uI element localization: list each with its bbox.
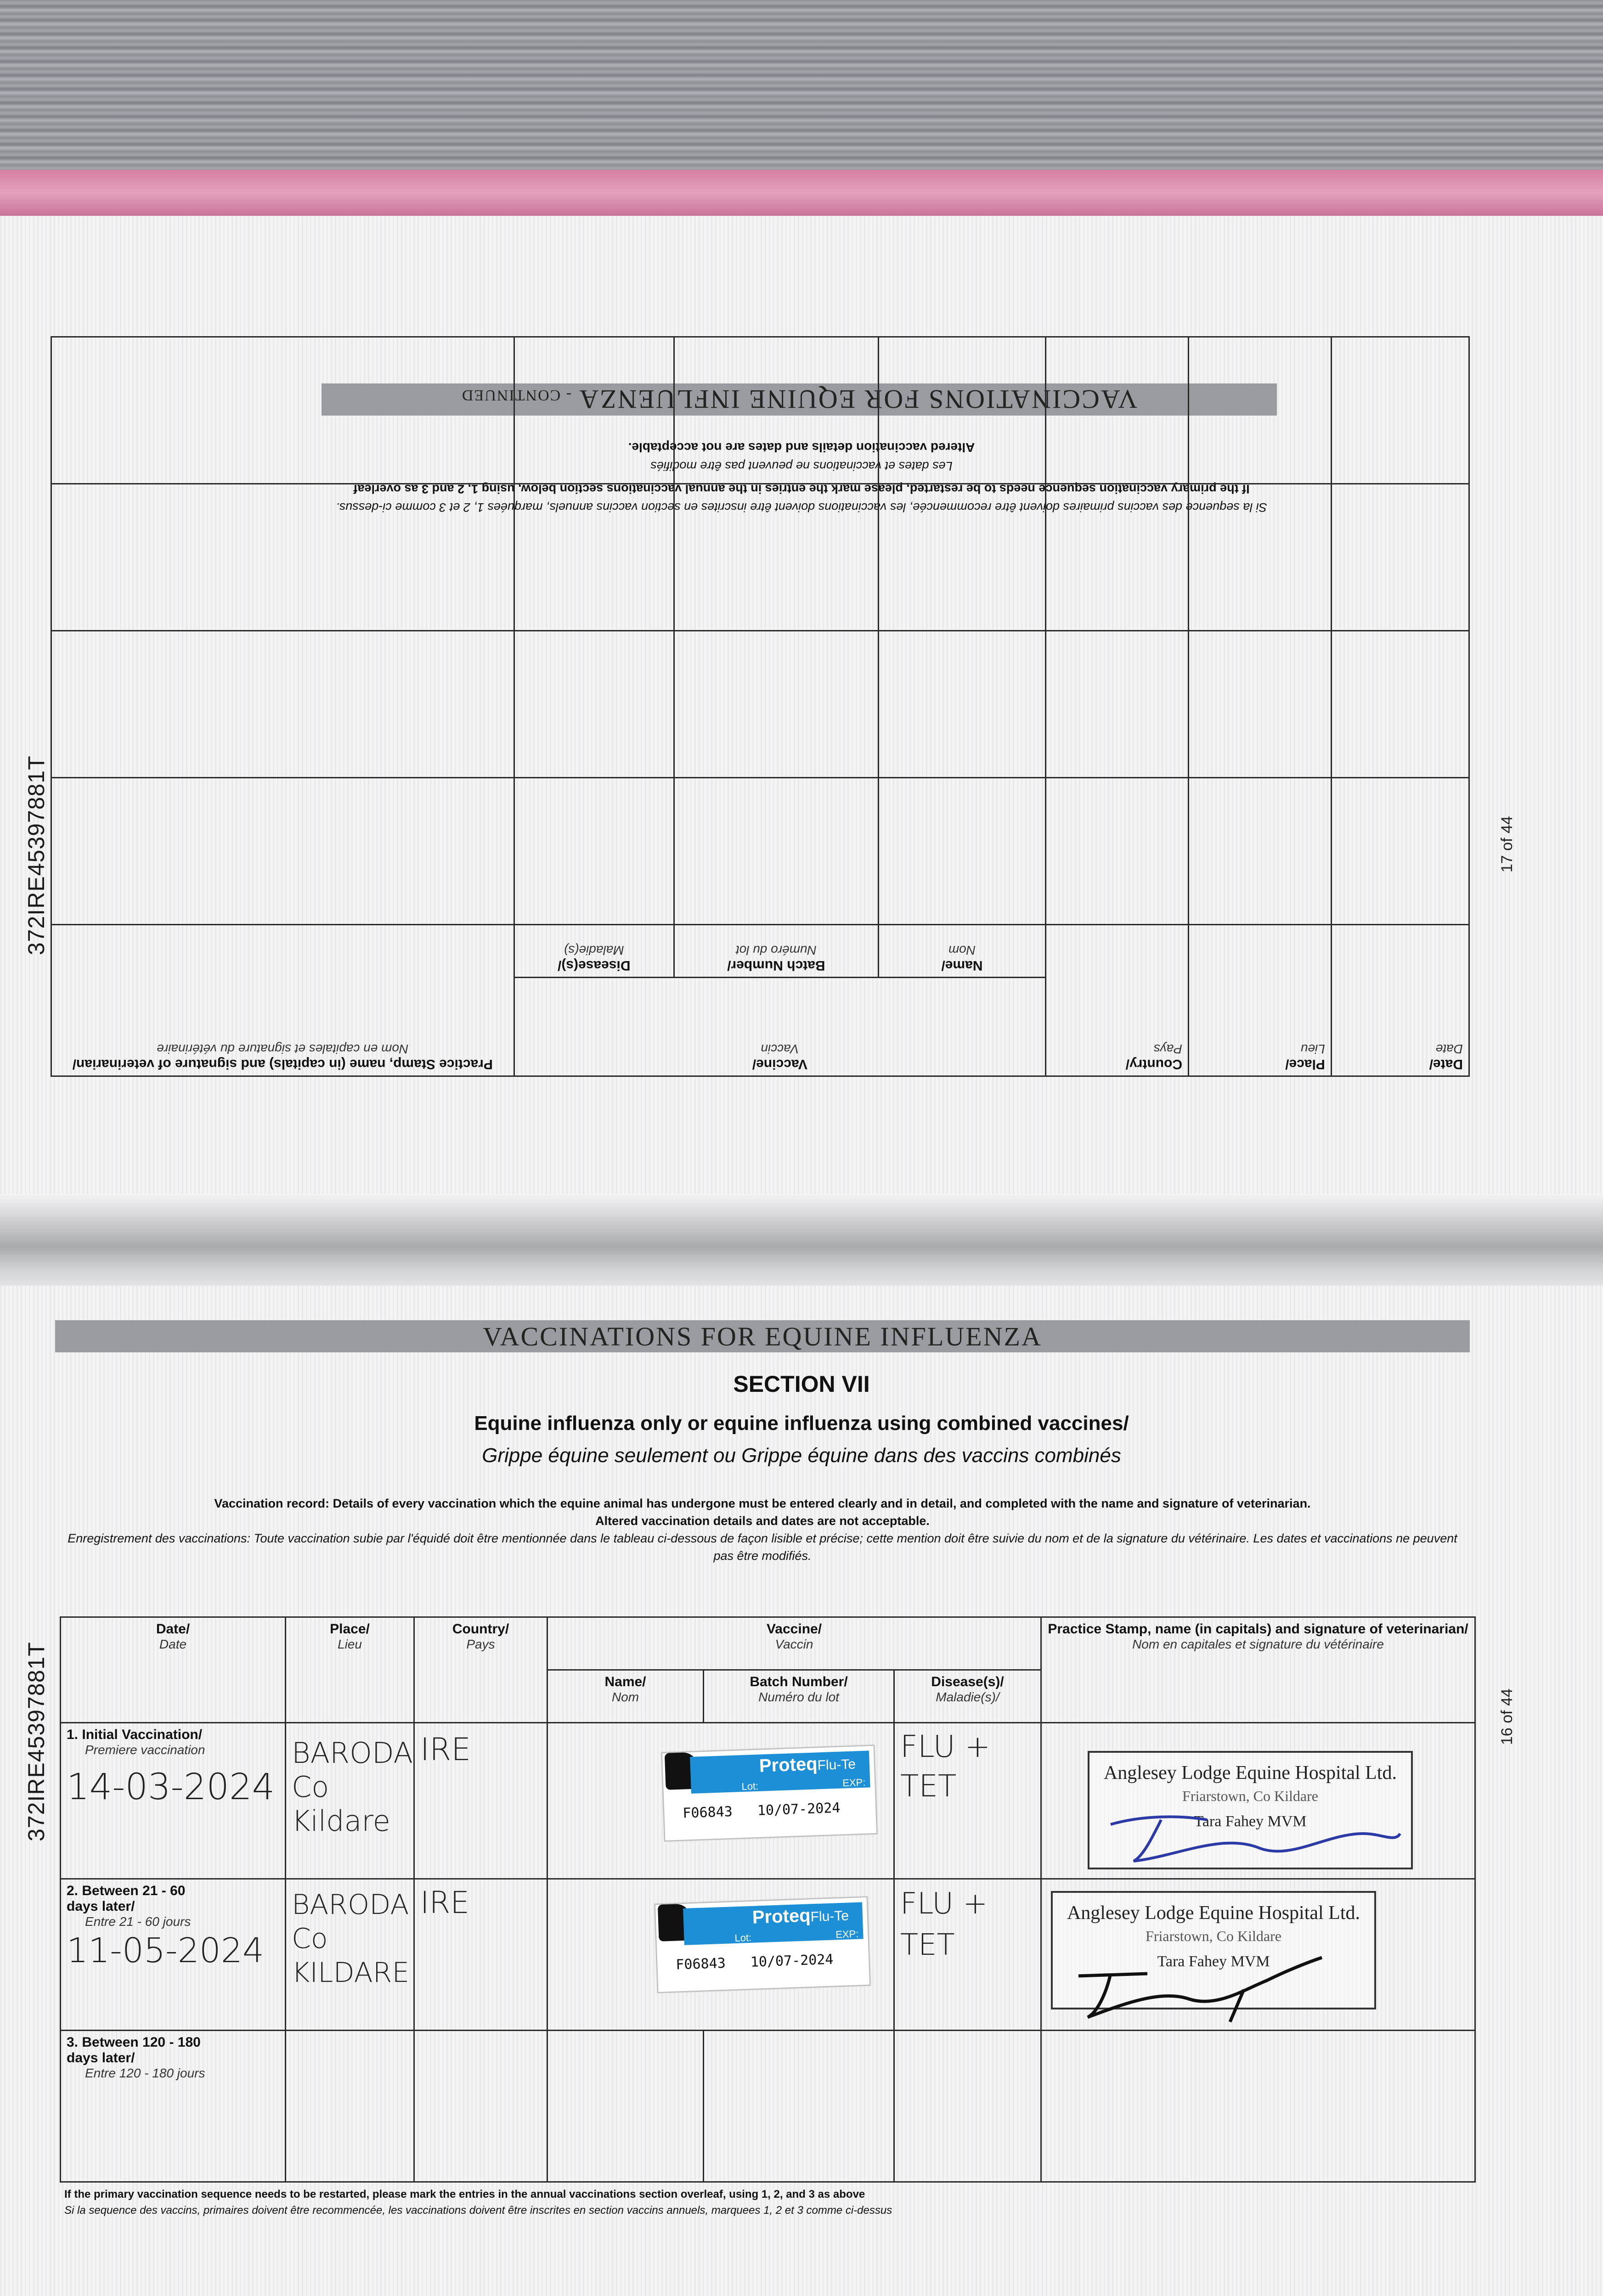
hdr-label: Disease(s)/: [558, 958, 631, 973]
row1-place: BARODA Co Kildare: [292, 1736, 413, 1838]
stamp-line-3: Tara Fahey MVM: [1194, 1813, 1307, 1830]
subtitle-en: Equine influenza only or equine influenza using combined vaccines/: [474, 1412, 1129, 1435]
row3-country-cell[interactable]: [414, 2031, 548, 2182]
row3-date-cell[interactable]: [61, 2031, 286, 2182]
hdr-label: Practice Stamp, name (in capitals) and signature of veterinarian/: [1048, 1621, 1468, 1637]
table-row: [61, 1879, 1475, 2031]
hdr-label: Vaccine/: [752, 1057, 807, 1072]
sticker-numbers: [676, 1952, 834, 1973]
table-row: [51, 778, 1469, 925]
cell[interactable]: [1189, 778, 1332, 925]
cell[interactable]: [51, 778, 514, 925]
table-row: [61, 2031, 1475, 2182]
row2-disease: FLU + TET: [900, 1887, 988, 1962]
footnote-en: If the primary vaccination sequence needs to be restarted, please mark the entries in the annual vaccinations section overleaf, using 1, 2, and 3 as above: [64, 2188, 865, 2200]
hdr-label-fr: Nom en capitales et signature du vétérinaire: [1132, 1637, 1384, 1651]
hdr-label-fr: Lieu: [338, 1637, 362, 1651]
cell[interactable]: [674, 337, 878, 484]
cell[interactable]: [1331, 337, 1469, 484]
hdr-label: Place/: [330, 1621, 370, 1637]
restart-note-en: If the primary vaccination sequence needs to be restarted, please mark the entries in the annual vaccinations section below, using 1, 2 and 3 as overleaf: [353, 482, 1250, 496]
vaccine-sticker: [661, 1745, 877, 1841]
hdr-batch-top: [674, 925, 878, 978]
table-header: [61, 1617, 1475, 1670]
hdr-country: [414, 1617, 548, 1723]
batch-number: F06843: [675, 1955, 726, 1973]
row-label: 1. Initial Vaccination/: [67, 1727, 203, 1742]
row1-stamp-cell[interactable]: [1041, 1723, 1475, 1879]
row1-disease: FLU + TET: [900, 1729, 991, 1804]
hdr-name: [548, 1670, 704, 1723]
cell[interactable]: [51, 484, 514, 631]
cell[interactable]: [1046, 484, 1189, 631]
row3-stamp-cell[interactable]: [1041, 2031, 1475, 2182]
hdr-label-fr: Maladie(s): [564, 943, 624, 957]
hdr-label-fr: Nom en capitales et signature du vétérinaire: [157, 1042, 409, 1056]
hdr-label: Date/: [1429, 1057, 1463, 1072]
row2-date-cell[interactable]: [61, 1879, 286, 2031]
hdr-label: Place/: [1285, 1057, 1325, 1072]
cell[interactable]: [1046, 337, 1189, 484]
row3-batch-cell[interactable]: [704, 2031, 894, 2182]
hdr-disease: [894, 1670, 1041, 1723]
stamp-line-1: Anglesey Lodge Equine Hospital Ltd.: [1067, 1902, 1360, 1924]
hdr-batch: [704, 1670, 894, 1723]
vaccine-brand: Proteq: [752, 1905, 811, 1928]
row-label: 3. Between 120 - 180 days later/: [67, 2035, 201, 2065]
hdr-label: Name/: [604, 1674, 646, 1689]
id-number-bottom: 372IRE45397881T: [23, 1642, 49, 1841]
cell[interactable]: [51, 337, 514, 484]
record-text-en2: Altered vaccination details and dates are not acceptable.: [595, 1514, 930, 1528]
restart-note-fr: Si la sequence des vaccins primaires doivent être recommencée, les vaccinations doivent être inscrites en section vaccins annuels, marquées 1, 2 et 3 comme ci-dessus.: [336, 501, 1267, 514]
lot-label: Lot:: [741, 1780, 759, 1793]
cell[interactable]: [878, 484, 1045, 631]
row1-date-cell[interactable]: [61, 1723, 286, 1879]
table-row: [51, 631, 1469, 778]
vet-signature-icon: [1106, 1806, 1405, 1870]
expiry-date: 10/07-2024: [750, 1951, 834, 1970]
vaccination-table-top: [51, 336, 1470, 1077]
hdr-label: Vaccine/: [766, 1621, 822, 1637]
rotated-page-content: [0, 216, 1603, 1203]
cell[interactable]: [878, 631, 1045, 778]
row3-disease-cell[interactable]: [894, 2031, 1041, 2182]
hdr-disease-top: [514, 925, 674, 978]
hdr-label-fr: Nom: [611, 1690, 639, 1704]
cell[interactable]: [674, 778, 878, 925]
expiry-date: 10/07-2024: [757, 1800, 841, 1819]
sticker-bar: [683, 1902, 864, 1945]
cell[interactable]: [51, 631, 514, 778]
record-label: Vaccination record:: [214, 1497, 330, 1510]
subtitle-fr: Grippe équine seulement ou Grippe équine dans des vaccins combinés: [482, 1444, 1121, 1467]
vaccine-brand: Proteq: [759, 1754, 818, 1776]
table-row: [51, 337, 1469, 484]
cell[interactable]: [1046, 631, 1189, 778]
hdr-label-fr: Pays: [466, 1637, 495, 1651]
sticker-numbers: [683, 1800, 841, 1822]
table-row: [51, 484, 1469, 631]
row-label-fr: Entre 120 - 180 jours: [85, 2066, 205, 2080]
stamp-line-2: Friarstown, Co Kildare: [1182, 1788, 1318, 1804]
hdr-date: [61, 1617, 286, 1723]
cell[interactable]: [1331, 631, 1469, 778]
row3-place-cell[interactable]: [286, 2031, 414, 2182]
row2-country: IRE: [420, 1885, 470, 1920]
hdr-vaccine: [548, 1617, 1041, 1670]
cell[interactable]: [514, 631, 674, 778]
cell[interactable]: [878, 337, 1045, 484]
row2-place: BARODA Co KILDARE: [292, 1889, 410, 1989]
sticker-bar: [690, 1750, 870, 1794]
hdr-label-fr: Vaccin: [775, 1637, 813, 1651]
table-header-top: [51, 978, 1469, 1076]
hdr-stamp-top: [51, 925, 514, 1076]
hdr-label: Date/: [156, 1621, 190, 1637]
row2-place-cell[interactable]: [286, 1879, 414, 2031]
vet-signature-icon: [1069, 1948, 1326, 2026]
lot-label: Lot:: [734, 1931, 752, 1944]
banner-top-text: VACCINATIONS FOR EQUINE INFLUENZA: [579, 384, 1138, 414]
row1-country-cell[interactable]: [414, 1723, 548, 1879]
row1-date: 14-03-2024: [67, 1767, 275, 1808]
cell[interactable]: [1189, 337, 1332, 484]
batch-number: F06843: [682, 1803, 733, 1822]
hdr-label: Batch Number/: [750, 1674, 848, 1689]
cell[interactable]: [1189, 631, 1332, 778]
hdr-label-fr: Maladie(s)/: [936, 1690, 999, 1704]
row-label-fr: Entre 21 - 60 jours: [85, 1914, 191, 1929]
hdr-label-fr: Numéro du lot: [735, 943, 817, 957]
row2-country-cell[interactable]: [414, 1879, 548, 2031]
exp-label: EXP:: [835, 1928, 859, 1941]
page-number-top: 17 of 44: [1498, 816, 1516, 872]
hdr-label: Disease(s)/: [931, 1674, 1004, 1689]
hdr-label: Name/: [941, 958, 983, 973]
hdr-label: Batch Number/: [727, 958, 825, 973]
cell[interactable]: [674, 484, 878, 631]
cell[interactable]: [1331, 484, 1469, 631]
footnote-fr: Si la sequence des vaccins, primaires doivent être recommencée, les vaccinations doivent être inscrites en section vaccins annuels, marquees 1, 2 et 3 comme ci-dessus: [64, 2204, 892, 2217]
passport-cover-edge: [0, 170, 1603, 220]
hdr-label-fr: Date: [159, 1637, 187, 1651]
stamp-line-3: Tara Fahey MVM: [1157, 1953, 1270, 1970]
row2-stamp-cell[interactable]: [1041, 1879, 1475, 2031]
cell[interactable]: [514, 484, 674, 631]
vaccine-suffix: Flu-Te: [817, 1756, 856, 1773]
hdr-vaccine-top: [514, 978, 1046, 1076]
row2-disease-cell[interactable]: [894, 1879, 1041, 2031]
table-row: [61, 1723, 1475, 1879]
hdr-name-top: [878, 925, 1045, 978]
vaccination-record-note: [64, 1495, 1461, 1564]
vaccination-table: [60, 1616, 1476, 2183]
hdr-label: Country/: [1125, 1057, 1183, 1072]
record-text-fr: Enregistrement des vaccinations: Toute vaccination subie par l'équidé doit être mentionnée dans le tableau ci-dessous de façon lisible et précise; cette mention doit être suivie du nom et de la signature du vétérinaire. Les dates et vaccinations ne peuvent pas être modifiés.: [68, 1531, 1457, 1563]
hdr-country-top: [1046, 925, 1189, 1076]
row1-vaccine-cell[interactable]: [548, 1723, 894, 1879]
page-number-bottom: 16 of 44: [1498, 1688, 1516, 1745]
section-title: SECTION VII: [733, 1371, 870, 1397]
row1-place-cell[interactable]: [286, 1723, 414, 1879]
cell[interactable]: [514, 337, 674, 484]
hdr-label-fr: Lieu: [1300, 1042, 1325, 1056]
stamp-line-1: Anglesey Lodge Equine Hospital Ltd.: [1103, 1762, 1397, 1784]
stamp-line-2: Friarstown, Co Kildare: [1146, 1928, 1281, 1944]
row1-disease-cell[interactable]: [894, 1723, 1041, 1879]
exp-label: EXP:: [842, 1776, 866, 1789]
row2-date: 11-05-2024: [67, 1931, 265, 1970]
hdr-label-fr: Pays: [1153, 1042, 1183, 1056]
row-label: 2. Between 21 - 60 days later/: [67, 1883, 186, 1914]
cell[interactable]: [878, 778, 1045, 925]
scan-top-band: [0, 0, 1603, 174]
row3-name-cell[interactable]: [548, 2031, 704, 2182]
id-number-top: 372IRE45397881T: [23, 755, 49, 955]
cell[interactable]: [514, 778, 674, 925]
hdr-label-fr: Vaccin: [761, 1042, 799, 1056]
altered-note-fr: Les dates et vaccinations ne peuvent pas être modifiés: [650, 459, 953, 473]
hdr-stamp: [1041, 1617, 1475, 1723]
page-fold: [0, 1194, 1603, 1300]
hdr-place: [286, 1617, 414, 1723]
hdr-place-top: [1189, 925, 1332, 1076]
cell[interactable]: [1189, 484, 1332, 631]
row1-country: IRE: [420, 1732, 471, 1768]
hdr-label-fr: Nom: [948, 943, 976, 957]
hdr-date-top: [1331, 925, 1469, 1076]
cell[interactable]: [674, 631, 878, 778]
record-text-en: Details of every vaccination which the equine animal has undergone must be entered clearly and in detail, and completed with the name and signature of veterinarian.: [333, 1497, 1311, 1510]
cell[interactable]: [1331, 778, 1469, 925]
hdr-label-fr: Date: [1435, 1042, 1463, 1056]
altered-note-en: Altered vaccination details and dates are not acceptable.: [628, 440, 975, 455]
row2-vaccine-cell[interactable]: [548, 1879, 894, 2031]
row-label-fr: Premiere vaccination: [85, 1743, 205, 1757]
vaccine-sticker: [655, 1896, 870, 1993]
hdr-label: Country/: [452, 1621, 509, 1637]
banner-top-suffix: - CONTINUED: [461, 387, 572, 404]
vaccine-suffix: Flu-Te: [810, 1908, 849, 1925]
banner-bottom: VACCINATIONS FOR EQUINE INFLUENZA: [55, 1320, 1470, 1352]
hdr-label: Practice Stamp, name (in capitals) and signature of veterinarian/: [72, 1057, 493, 1072]
hdr-label-fr: Numéro du lot: [758, 1690, 839, 1704]
cell[interactable]: [1046, 778, 1189, 925]
